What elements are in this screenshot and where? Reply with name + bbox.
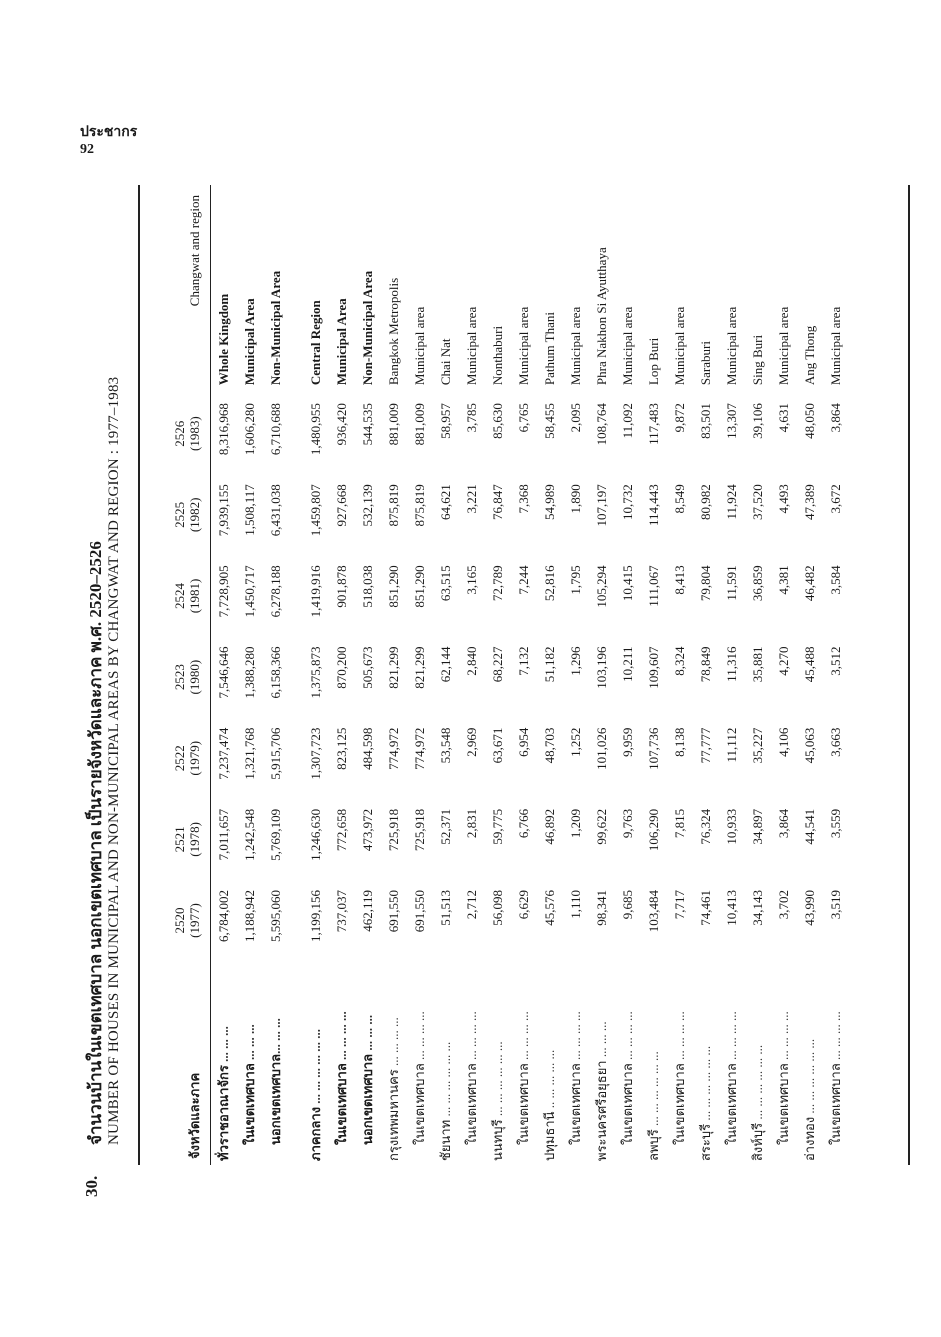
row-label-thai: ปทุมธานี .. ... ... ... ... — [542, 1049, 557, 1161]
cell-value: 2,969 — [464, 727, 479, 757]
cell-value: 103,196 — [594, 646, 609, 689]
cell-value: 3,519 — [828, 889, 843, 920]
cell-value: 11,112 — [724, 727, 739, 763]
cell-value: 691,550 — [386, 889, 401, 933]
cell-value: 5,769,109 — [268, 808, 283, 861]
table-row — [771, 185, 797, 1165]
cell-value: 45,488 — [802, 646, 817, 683]
cell-value: 1,890 — [568, 484, 583, 514]
cell-value: 7,728,905 — [216, 565, 231, 618]
row-label-thai: นนทบุรี ... ... ... ... ... ... — [490, 1041, 505, 1161]
cell-value: 7,546,646 — [216, 646, 231, 699]
row-label-english: Municipal area — [516, 306, 531, 386]
year-header: 2520 (1977) — [140, 880, 211, 961]
cell-value: 875,819 — [412, 484, 427, 527]
cell-value: 870,200 — [334, 646, 349, 689]
cell-value: 51,513 — [438, 889, 453, 926]
cell-value: 8,549 — [672, 484, 687, 514]
cell-value: 36,859 — [750, 565, 765, 602]
cell-value: 2,840 — [464, 646, 479, 676]
row-label-thai: สิงห์บุรี ... ... ... ... ... ... — [750, 1044, 765, 1161]
cell-value: 107,736 — [646, 727, 661, 770]
cell-value: 1,110 — [568, 889, 583, 919]
header-changwat-english: Changwat and region — [140, 185, 211, 393]
cell-value: 1,419,916 — [308, 565, 323, 618]
cell-value: 10,211 — [620, 646, 635, 682]
table-row — [263, 185, 289, 1165]
cell-value: 821,299 — [386, 646, 401, 689]
cell-value: 821,299 — [412, 646, 427, 689]
table-row — [433, 185, 459, 1165]
row-label-thai: ในเขตเทศบาล ... ... ... ... — [568, 1011, 583, 1145]
table-row — [615, 185, 641, 1165]
cell-value: 774,972 — [412, 727, 427, 770]
cell-value: 85,630 — [490, 403, 505, 439]
table-row — [355, 185, 381, 1165]
row-label-thai: ลพบุรี ... ... ... ... ... ... — [646, 1051, 661, 1161]
cell-value: 4,631 — [776, 403, 791, 433]
cell-value: 52,816 — [542, 565, 557, 602]
cell-value: 1,459,807 — [308, 484, 323, 537]
cell-value: 54,989 — [542, 484, 557, 520]
cell-value: 109,607 — [646, 646, 661, 689]
cell-value: 1,388,280 — [242, 646, 257, 699]
row-label-thai: ในเขตเทศบาล ... ... ... ... — [516, 1011, 531, 1145]
cell-value: 99,622 — [594, 808, 609, 845]
cell-value: 11,316 — [724, 646, 739, 682]
cell-value: 532,139 — [360, 484, 375, 527]
cell-value: 1,307,723 — [308, 727, 323, 780]
row-label-english: Sing Buri — [750, 334, 765, 386]
cell-value: 11,591 — [724, 565, 739, 601]
cell-value: 56,098 — [490, 889, 505, 926]
cell-value: 901,878 — [334, 565, 349, 608]
cell-value: 10,413 — [724, 889, 739, 926]
cell-value: 1,795 — [568, 565, 583, 595]
table-body — [211, 185, 850, 1165]
cell-value: 11,092 — [620, 403, 635, 439]
cell-value: 34,897 — [750, 808, 765, 845]
table-row — [485, 185, 511, 1165]
cell-value: 79,804 — [698, 565, 713, 602]
row-label-thai: ในเขตเทศบาล ... ... ... ... — [620, 1011, 635, 1145]
table-row — [537, 185, 563, 1165]
cell-value: 46,892 — [542, 808, 557, 845]
cell-value: 9,872 — [672, 403, 687, 433]
cell-value: 544,535 — [360, 403, 375, 446]
cell-value: 43,990 — [802, 889, 817, 926]
cell-value: 6,710,688 — [268, 403, 283, 456]
cell-value: 1,252 — [568, 727, 583, 757]
bottom-rule — [908, 185, 910, 1165]
cell-value: 1,246,630 — [308, 808, 323, 861]
cell-value: 2,831 — [464, 808, 479, 839]
cell-value: 774,972 — [386, 727, 401, 770]
cell-value: 3,165 — [464, 565, 479, 595]
cell-value: 2,095 — [568, 403, 583, 433]
row-label-english: Municipal area — [464, 306, 479, 386]
cell-value: 83,501 — [698, 403, 713, 439]
cell-value: 3,584 — [828, 565, 843, 595]
cell-value: 1,508,117 — [242, 484, 257, 536]
year-header: 2523 (1980) — [140, 637, 211, 718]
cell-value: 4,106 — [776, 727, 791, 757]
cell-value: 98,341 — [594, 889, 609, 926]
cell-value: 114,443 — [646, 484, 661, 527]
cell-value: 7,815 — [672, 808, 687, 839]
cell-value: 851,290 — [386, 565, 401, 608]
cell-value: 103,484 — [646, 889, 661, 933]
cell-value: 47,389 — [802, 484, 817, 520]
cell-value: 3,864 — [828, 403, 843, 433]
row-label-english: Nonthaburi — [490, 325, 505, 386]
cell-value: 63,671 — [490, 727, 505, 764]
year-header: 2526 (1983) — [140, 393, 211, 474]
cell-value: 505,673 — [360, 646, 375, 689]
row-label-thai: พระนครศรีอยุธยา ... ... ... — [594, 1021, 609, 1161]
cell-value: 1,375,873 — [308, 646, 323, 699]
table-row — [381, 185, 407, 1165]
cell-value: 9,685 — [620, 889, 635, 920]
row-label-thai: ในเขตเทศบาล ... ... ... ... — [724, 1011, 739, 1145]
row-label-english: Bangkok Metropolis — [386, 277, 401, 386]
year-header: 2522 (1979) — [140, 718, 211, 799]
row-label-thai: ในเขตเทศบาล ... ... ... ... — [776, 1011, 791, 1145]
cell-value: 7,237,474 — [216, 727, 231, 780]
cell-value: 10,732 — [620, 484, 635, 520]
title-english: NUMBER OF HOUSES IN MUNICIPAL AND NON-MUNICIPAL AREAS BY CHANGWAT AND REGION : 1977–1983 — [106, 376, 122, 1145]
table-row — [407, 185, 433, 1165]
cell-value: 4,493 — [776, 484, 791, 514]
table-row — [511, 185, 537, 1165]
table-row — [641, 185, 667, 1165]
cell-value: 72,789 — [490, 565, 505, 602]
cell-value: 1,450,717 — [242, 565, 257, 618]
header-changwat-thai: จังหวัดและภาค — [140, 961, 211, 1165]
cell-value: 6,766 — [516, 808, 531, 839]
row-label-thai: สระบุรี ... ... ... ... ... ... — [698, 1045, 713, 1161]
cell-value: 3,702 — [776, 889, 791, 920]
cell-value: 7,244 — [516, 565, 531, 595]
cell-value: 10,415 — [620, 565, 635, 602]
cell-value: 1,209 — [568, 808, 583, 839]
cell-value: 76,324 — [698, 808, 713, 845]
cell-value: 1,296 — [568, 646, 583, 676]
year-header: 2521 (1978) — [140, 799, 211, 880]
cell-value: 77,777 — [698, 727, 713, 764]
cell-value: 9,763 — [620, 808, 635, 839]
cell-value: 6,431,038 — [268, 484, 283, 537]
cell-value: 48,050 — [802, 403, 817, 439]
year-header: 2525 (1982) — [140, 474, 211, 555]
cell-value: 7,368 — [516, 484, 531, 514]
row-label-english: Saraburi — [698, 341, 713, 386]
cell-value: 462,119 — [360, 889, 375, 932]
cell-value: 39,106 — [750, 403, 765, 439]
row-label-english: Municipal area — [828, 306, 843, 386]
cell-value: 1,606,280 — [242, 403, 257, 456]
cell-value: 851,290 — [412, 565, 427, 608]
cell-value: 8,316,968 — [216, 403, 231, 456]
cell-value: 34,143 — [750, 889, 765, 926]
page-number: 92 — [80, 142, 94, 157]
table-row — [667, 185, 693, 1165]
cell-value: 8,324 — [672, 646, 687, 676]
cell-value: 3,221 — [464, 484, 479, 514]
row-label-thai: ในเขตเทศบาล ... ... ... ... — [672, 1011, 687, 1145]
table-row — [329, 185, 355, 1165]
table-row — [237, 185, 263, 1165]
cell-value: 6,158,366 — [268, 646, 283, 699]
table-row — [289, 185, 329, 1165]
row-label-thai: อ่างทอง ... ... ... ... ... ... — [802, 1038, 817, 1161]
row-label-thai: ในเขตเทศบาล ... ... ... ... — [412, 1011, 427, 1145]
cell-value: 1,188,942 — [242, 889, 257, 942]
row-label-english: Municipal Area — [242, 298, 257, 386]
cell-value: 6,954 — [516, 727, 531, 757]
row-label-english: Pathum Thani — [542, 312, 557, 386]
cell-value: 6,765 — [516, 403, 531, 433]
cell-value: 4,270 — [776, 646, 791, 676]
table-row — [719, 185, 745, 1165]
row-label-thai: ในเขตเทศบาล ... ... ... — [242, 1024, 257, 1145]
row-label-thai: ในเขตเทศบาล ... ... ... ... — [828, 1011, 843, 1145]
cell-value: 108,764 — [594, 403, 609, 446]
cell-value: 9,959 — [620, 727, 635, 757]
row-label-english: Municipal area — [620, 306, 635, 386]
cell-value: 7,132 — [516, 646, 531, 676]
cell-value: 927,668 — [334, 484, 349, 527]
cell-value: 51,182 — [542, 646, 557, 683]
table-row — [745, 185, 771, 1165]
cell-value: 881,009 — [412, 403, 427, 446]
cell-value: 8,138 — [672, 727, 687, 757]
cell-value: 48,703 — [542, 727, 557, 764]
cell-value: 68,227 — [490, 646, 505, 683]
row-label-english: Municipal area — [776, 306, 791, 386]
row-label-english: Municipal area — [724, 306, 739, 386]
cell-value: 13,307 — [724, 403, 739, 439]
cell-value: 46,482 — [802, 565, 817, 602]
cell-value: 725,918 — [412, 808, 427, 852]
cell-value: 76,847 — [490, 484, 505, 520]
table-number: 30. — [82, 1175, 101, 1197]
cell-value: 1,321,768 — [242, 727, 257, 780]
cell-value: 6,278,188 — [268, 565, 283, 618]
cell-value: 10,933 — [724, 808, 739, 845]
cell-value: 45,063 — [802, 727, 817, 764]
title-thai: จำนวนบ้านในเขตเทศบาล นอกเขตเทศบาล เป็นรายจังหวัดและภาค พ.ศ. 2520–2526 — [86, 541, 105, 1145]
row-label-english: Whole Kingdom — [216, 293, 231, 386]
row-label-thai: ภาคกลาง ... ... ... ... ... ... — [308, 1028, 323, 1161]
row-label-thai: กรุงเทพมหานคร ... ... ... ... — [386, 1017, 401, 1161]
cell-value: 823,125 — [334, 727, 349, 770]
cell-value: 59,775 — [490, 808, 505, 845]
cell-value: 3,663 — [828, 727, 843, 757]
cell-value: 63,515 — [438, 565, 453, 602]
cell-value: 2,712 — [464, 889, 479, 920]
cell-value: 5,915,706 — [268, 727, 283, 780]
table-row — [589, 185, 615, 1165]
row-label-thai: ในเขตเทศบาล ... ... ... ... — [464, 1011, 479, 1145]
cell-value: 881,009 — [386, 403, 401, 446]
table-row — [459, 185, 485, 1165]
cell-value: 53,548 — [438, 727, 453, 764]
cell-value: 3,672 — [828, 484, 843, 514]
row-label-english: Municipal area — [568, 306, 583, 386]
year-header: 2524 (1981) — [140, 555, 211, 636]
row-label-english: Non-Municipal Area — [360, 270, 375, 386]
table-row — [693, 185, 719, 1165]
row-label-english: Central Region — [308, 300, 323, 386]
cell-value: 1,480,955 — [308, 403, 323, 456]
cell-value: 106,290 — [646, 808, 661, 852]
row-label-thai: นอกเขตเทศบาล ... ... ... — [360, 1014, 375, 1145]
row-label-english: Phra Nakhon Si Ayutthaya — [594, 247, 609, 386]
cell-value: 105,294 — [594, 565, 609, 608]
cell-value: 7,717 — [672, 889, 687, 920]
table-row — [823, 185, 849, 1165]
page-section-label: ประชากร — [80, 125, 138, 140]
row-label-english: Chai Nat — [438, 338, 453, 386]
row-label-english: Municipal Area — [334, 298, 349, 386]
cell-value: 7,011,657 — [216, 808, 231, 861]
row-label-english: Non-Municipal Area — [268, 270, 283, 386]
table-row — [797, 185, 823, 1165]
cell-value: 5,595,060 — [268, 889, 283, 942]
row-label-thai: ในเขตเทศบาล ... ... ... ... — [334, 1011, 349, 1145]
cell-value: 58,957 — [438, 403, 453, 439]
table-row — [563, 185, 589, 1165]
row-label-thai: นอกเขตเทศบาล... ... ... — [268, 1018, 283, 1145]
row-label-english: Lop Buri — [646, 337, 661, 386]
cell-value: 64,621 — [438, 484, 453, 520]
cell-value: 737,037 — [334, 889, 349, 933]
cell-value: 35,227 — [750, 727, 765, 764]
row-label-thai: ทั่วราชอาณาจักร ... ... ... — [216, 1026, 231, 1161]
cell-value: 107,197 — [594, 484, 609, 527]
cell-value: 7,939,155 — [216, 484, 231, 537]
cell-value: 473,972 — [360, 808, 375, 852]
table-row — [211, 185, 238, 1165]
cell-value: 52,371 — [438, 808, 453, 845]
cell-value: 6,784,002 — [216, 889, 231, 942]
cell-value: 772,658 — [334, 808, 349, 852]
cell-value: 725,918 — [386, 808, 401, 852]
houses-table — [140, 185, 849, 1165]
cell-value: 80,982 — [698, 484, 713, 520]
cell-value: 35,881 — [750, 646, 765, 683]
cell-value: 78,849 — [698, 646, 713, 683]
cell-value: 3,512 — [828, 646, 843, 676]
cell-value: 936,420 — [334, 403, 349, 446]
cell-value: 117,483 — [646, 403, 661, 445]
cell-value: 45,576 — [542, 889, 557, 926]
row-label-english: Ang Thong — [802, 325, 817, 386]
cell-value: 875,819 — [386, 484, 401, 527]
cell-value: 101,026 — [594, 727, 609, 770]
cell-value: 58,455 — [542, 403, 557, 439]
cell-value: 6,629 — [516, 889, 531, 920]
cell-value: 37,520 — [750, 484, 765, 520]
table-header — [140, 185, 211, 1165]
row-label-english: Municipal area — [412, 306, 427, 386]
cell-value: 691,550 — [412, 889, 427, 933]
cell-value: 74,461 — [698, 889, 713, 926]
cell-value: 1,199,156 — [308, 889, 323, 942]
cell-value: 44,541 — [802, 808, 817, 845]
cell-value: 8,413 — [672, 565, 687, 595]
cell-value: 518,038 — [360, 565, 375, 608]
cell-value: 11,924 — [724, 484, 739, 520]
row-label-thai: ชัยนาท ... ... ... ... ... ... — [438, 1041, 453, 1161]
cell-value: 1,242,548 — [242, 808, 257, 861]
cell-value: 3,559 — [828, 808, 843, 839]
cell-value: 4,381 — [776, 565, 791, 595]
row-label-english: Municipal area — [672, 306, 687, 386]
cell-value: 3,785 — [464, 403, 479, 433]
cell-value: 111,067 — [646, 565, 661, 607]
cell-value: 484,598 — [360, 727, 375, 770]
cell-value: 3,864 — [776, 808, 791, 839]
cell-value: 62,144 — [438, 646, 453, 683]
